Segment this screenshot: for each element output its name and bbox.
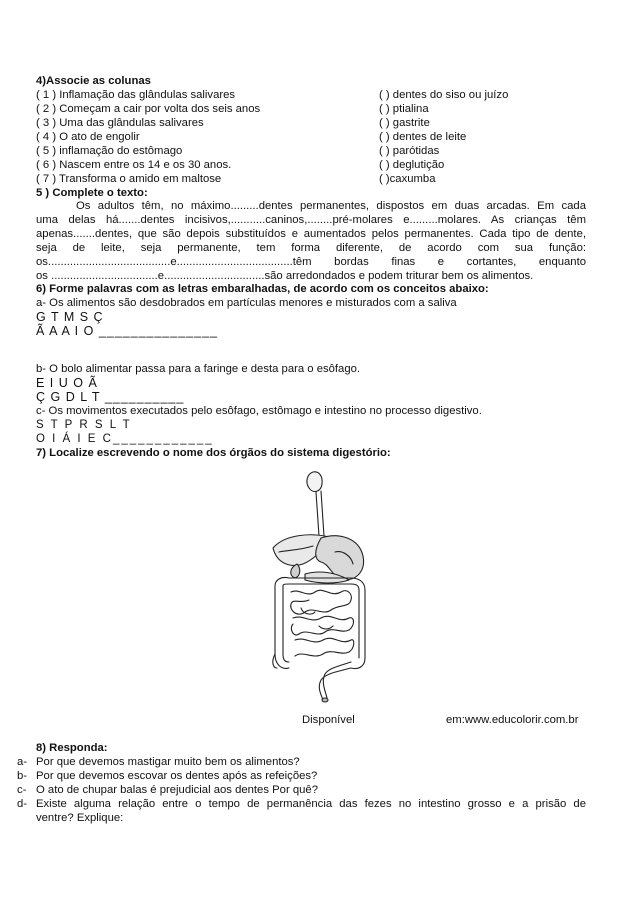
match-right: ( ) ptialina (379, 103, 429, 115)
match-right: ( ) parótidas (379, 145, 440, 157)
text-line: uma delas há.......dentes incisivos,...........caninos,........pré-molares e.........molares. As crianças têm (36, 214, 586, 226)
question-text: Por que devemos escovar os dentes após as refeições? (36, 770, 318, 782)
section-4-title: 4)Associe as colunas (36, 75, 151, 87)
match-row (36, 117, 430, 130)
match-row (36, 131, 467, 144)
match-left: ( 2 ) Começam a cair por volta dos seis anos (36, 103, 261, 115)
match-left: ( 3 ) Uma das glândulas salivares (36, 117, 204, 129)
scrambled-word: E I U O Ã (36, 376, 98, 390)
match-row (36, 89, 509, 102)
question-text: Por que devemos mastigar muito bem os alimentos? (36, 756, 300, 768)
scrambled-word: S T P R S L T (36, 419, 132, 431)
match-row (36, 145, 440, 158)
question-item (17, 755, 300, 769)
match-right: ( ) dentes de leite (379, 131, 467, 143)
match-left: ( 5 ) inflamação do estômago (36, 145, 183, 157)
question-text: ventre? Explique: (36, 812, 124, 824)
question-label: d- (17, 798, 28, 810)
match-right: ( )caxumba (379, 173, 436, 185)
match-left: ( 6 ) Nascem entre os 14 e os 30 anos. (36, 159, 232, 171)
match-row (36, 173, 436, 186)
question-label: b- (17, 770, 28, 782)
scrambled-word: Ã A A I O _______________ (36, 324, 219, 338)
text-line: Os adultos têm, no máximo.........dentes permanentes, dispostos em duas arcadas. Em cada (76, 200, 586, 212)
match-left: ( 7 ) Transforma o amido em maltose (36, 173, 222, 185)
image-credit-url: em:www.educolorir.com.br (446, 714, 579, 726)
section-6-title: 6) Forme palavras com as letras embaralhadas, de acordo com os conceitos abaixo: (36, 283, 489, 295)
scrambled-word: O I Á I E C____________ (36, 433, 214, 445)
section-5-title: 5 ) Complete o texto: (36, 187, 148, 199)
question-label: a- (17, 756, 28, 768)
question-item (17, 797, 586, 811)
match-right: ( ) deglutição (379, 159, 445, 171)
match-row (36, 103, 429, 116)
match-right: ( ) dentes do siso ou juízo (379, 89, 509, 101)
match-right: ( ) gastrite (379, 117, 430, 129)
scrambled-word: G T M S Ç (36, 310, 104, 324)
text-line: os.......................................e.....................................têm bordas finas e cortantes, enquanto (36, 256, 586, 268)
question-item (17, 783, 318, 797)
section-7-title: 7) Localize escrevendo o nome dos órgãos do sistema digestório: (36, 447, 391, 459)
text-line: apenas.......dentes, que são depois substituídos e aumentados pelos permanentes. Cada tipo de dente, (36, 228, 586, 240)
concept-b: b- O bolo alimentar passa para a faringe e desta para o esôfago. (36, 363, 361, 375)
match-left: ( 1 ) Inflamação das glândulas salivares (36, 89, 236, 101)
concept-c: c- Os movimentos executados pelo esôfago, estômago e intestino no processo digestivo. (36, 405, 482, 417)
question-item (36, 811, 123, 825)
match-row (36, 159, 445, 172)
text-line: os ..................................e................................são arredondados e podem triturar bem os alimentos. (36, 270, 534, 282)
text-line: seja de leite, seja permanente, tem forma diferente, de acordo com sua função: (36, 242, 586, 254)
match-left: ( 4 ) O ato de engolir (36, 131, 140, 143)
concept-a: a- Os alimentos são desdobrados em partículas menores e misturados com a saliva (36, 297, 457, 309)
question-label: c- (17, 784, 27, 796)
question-text: Existe alguma relação entre o tempo de permanência das fezes no intestino grosso e a prisão de (36, 798, 586, 810)
section-8-title: 8) Responda: (36, 742, 108, 754)
question-text: O ato de chupar balas é prejudicial aos dentes Por quê? (36, 784, 318, 796)
digestive-system-illustration (255, 468, 385, 706)
question-item (17, 769, 318, 783)
scrambled-word: Ç G D L T __________ (36, 390, 185, 404)
image-credit-label: Disponível (302, 714, 355, 726)
